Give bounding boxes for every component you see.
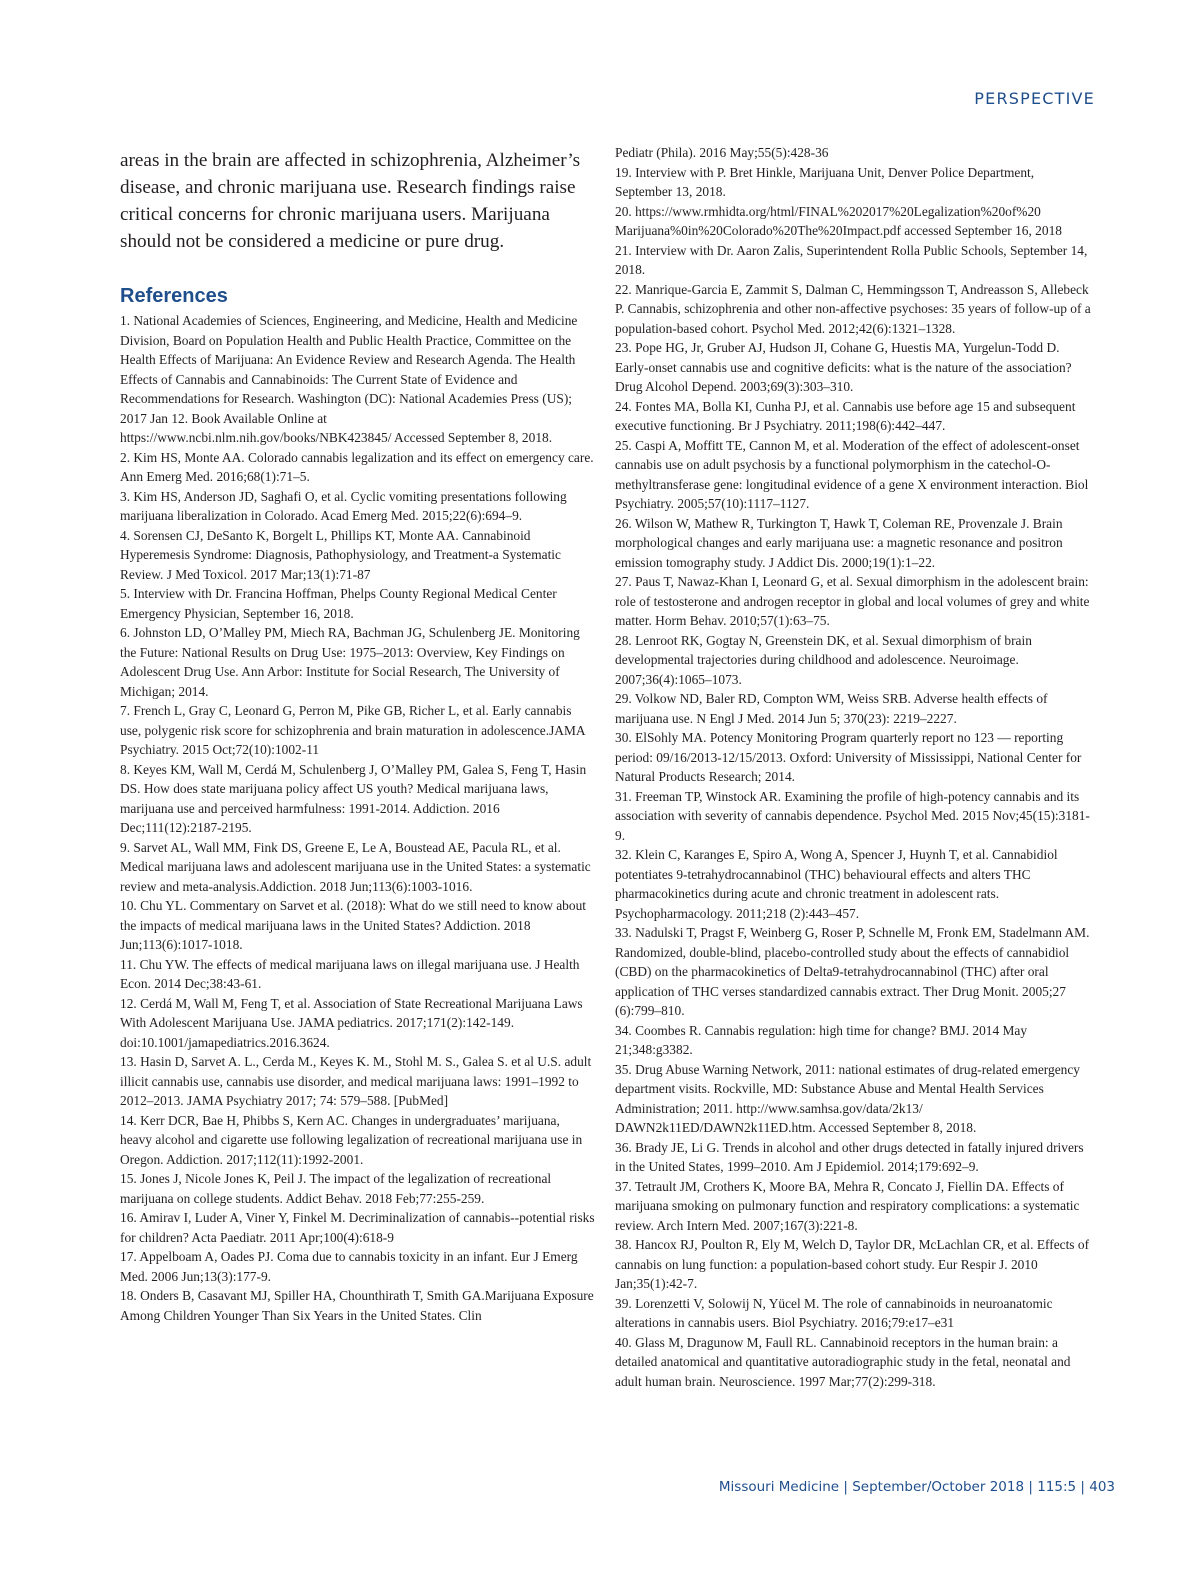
references-list-left [120, 311, 595, 1325]
reference-item: 30. ElSohly MA. Potency Monitoring Program quarterly report no 123 — reporting period: 09/16/2013-12/15/2013. Oxford: University of Mississippi, National Center for Natural Products Research; 2014. [615, 730, 1082, 784]
references-list-right [615, 143, 1093, 1391]
reference-item: 33. Nadulski T, Pragst F, Weinberg G, Roser P, Schnelle M, Fronk EM, Stadelmann AM. Randomized, double-blind, placebo-controlled study about the effects of cannabidiol (CBD) on the pharmacokinetics of Delta9-tetrahydrocannabinol (THC) after oral application of THC verses standardized cannabis extract. Ther Drug Monit. 2005;27 (6):799–810. [615, 925, 1090, 1018]
reference-item: 34. Coombes R. Cannabis regulation: high time for change? BMJ. 2014 May 21;348:g3382. [615, 1022, 1028, 1057]
reference-item: 18. Onders B, Casavant MJ, Spiller HA, Chounthirath T, Smith GA.Marijuana Exposure Among Children Younger Than Six Years in the United States. Clin [120, 1288, 594, 1323]
reference-item: 36. Brady JE, Li G. Trends in alcohol and other drugs detected in fatally injured drivers in the United States, 1999–2010. Am J Epidemiol. 2014;179:692–9. [615, 1139, 1084, 1174]
reference-item: 5. Interview with Dr. Francina Hoffman, Phelps County Regional Medical Center Emergency Physician, September 16, 2018. [120, 586, 557, 621]
reference-item: 2. Kim HS, Monte AA. Colorado cannabis legalization and its effect on emergency care. Ann Emerg Med. 2016;68(1):71–5. [120, 449, 594, 484]
reference-item: 9. Sarvet AL, Wall MM, Fink DS, Greene E, Le A, Boustead AE, Pacula RL, et al. Medical marijuana laws and adolescent marijuana use in the United States: a systematic review and meta-analysis.Addiction. 2018 Jun;113(6):1003-1016. [120, 839, 591, 894]
reference-item: 4. Sorensen CJ, DeSanto K, Borgelt L, Phillips KT, Monte AA. Cannabinoid Hyperemesis Syndrome: Diagnosis, Pathophysiology, and Treatment-a Systematic Review. J Med Toxicol. 2017 Mar;13(1):71-87 [120, 527, 561, 582]
reference-item: 21. Interview with Dr. Aaron Zalis, Superintendent Rolla Public Schools, September 14, 2018. [615, 242, 1088, 277]
reference-item: 6. Johnston LD, O’Malley PM, Miech RA, Bachman JG, Schulenberg JE. Monitoring the Future: National Results on Drug Use: 1975–2013: Overview, Key Findings on Adolescent Drug Use. Ann Arbor: Institute for Social Research, The University of Michigan; 2014. [120, 625, 580, 699]
reference-item: 40. Glass M, Dragunow M, Faull RL. Cannabinoid receptors in the human brain: a detailed anatomical and quantitative autoradiographic study in the fetal, neonatal and adult human brain. Neuroscience. 1997 Mar;77(2):299-318. [615, 1334, 1071, 1389]
reference-item: 32. Klein C, Karanges E, Spiro A, Wong A, Spencer J, Huynh T, et al. Cannabidiol potentiates 9-tetrahydrocannabinol (THC) behavioural effects and alters THC pharmacokinetics during acute and chronic treatment in adolescent rats. Psychopharmacology. 2011;218 (2):443–457. [615, 847, 1058, 921]
reference-item: 7. French L, Gray C, Leonard G, Perron M, Pike GB, Richer L, et al. Early cannabis use, polygenic risk score for schizophrenia and brain maturation in adolescence.JAMA Psychiatry. 2015 Oct;72(10):1002-11 [120, 703, 585, 757]
reference-item: 1. National Academies of Sciences, Engineering, and Medicine, Health and Medicine Division, Board on Population Health and Public Health Practice, Committee on the Health Effects of Marijuana: An Evidence Review and Research Agenda. The Health Effects of Cannabis and Cannabinoids: The Current State of Evidence and Recommendations for Research. Washington (DC): National Academies Press (US); 2017 Jan 12. Book Available Online at https://www.ncbi.nlm.nih.gov/books/NBK423845/ Accessed September 8, 2018. [120, 313, 578, 445]
reference-item: 19. Interview with P. Bret Hinkle, Marijuana Unit, Denver Police Department, September 13, 2018. [615, 164, 1035, 199]
reference-item: 22. Manrique-Garcia E, Zammit S, Dalman C, Hemmingsson T, Andreasson S, Allebeck P. Cannabis, schizophrenia and other non-affective psychoses: 35 years of follow-up of a population-based cohort. Psychol Med. 2012;42(6):1321–1328. [615, 281, 1091, 336]
reference-item: 3. Kim HS, Anderson JD, Saghafi O, et al. Cyclic vomiting presentations following marijuana liberalization in Colorado. Acad Emerg Med. 2015;22(6):694–9. [120, 488, 567, 523]
reference-item: 11. Chu YW. The effects of medical marijuana laws on illegal marijuana use. J Health Econ. 2014 Dec;38:43-61. [120, 956, 580, 991]
reference-item: 16. Amirav I, Luder A, Viner Y, Finkel M. Decriminalization of cannabis--potential risks for children? Acta Paediatr. 2011 Apr;100(4):618-9 [120, 1210, 595, 1245]
reference-item: 27. Paus T, Nawaz-Khan I, Leonard G, et al. Sexual dimorphism in the adolescent brain: role of testosterone and androgen receptor in global and local volumes of grey and white matter. Horm Behav. 2010;57(1):63–75. [615, 574, 1090, 628]
reference-item: 38. Hancox RJ, Poulton R, Ely M, Welch D, Taylor DR, McLachlan CR, et al. Effects of cannabis on lung function: a population-based cohort study. Eur Respir J. 2010 Jan;35(1):42-7. [615, 1237, 1090, 1291]
reference-item: 10. Chu YL. Commentary on Sarvet et al. (2018): What do we still need to know about the impacts of medical marijuana laws in the United States? Addiction. 2018 Jun;113(6):1017-1018. [120, 898, 586, 952]
reference-item: 24. Fontes MA, Bolla KI, Cunha PJ, et al. Cannabis use before age 15 and subsequent executive functioning. Br J Psychiatry. 2011;198(6):442–447. [615, 398, 1076, 433]
reference-item: 37. Tetrault JM, Crothers K, Moore BA, Mehra R, Concato J, Fiellin DA. Effects of marijuana smoking on pulmonary function and respiratory complications: a systematic review. Arch Intern Med. 2007;167(3):221-8. [615, 1178, 1080, 1233]
reference-item: Pediatr (Phila). 2016 May;55(5):428-36 [615, 145, 829, 160]
reference-item: 15. Jones J, Nicole Jones K, Peil J. The impact of the legalization of recreational marijuana on college students. Addict Behav. 2018 Feb;77:255-259. [120, 1171, 552, 1206]
closing-paragraph: areas in the brain are affected in schizophrenia, Alzheimer’s disease, and chronic marijuana use. Research findings raise critical concerns for chronic marijuana users. Marijuana should not be considered a medicine or pure drug. [120, 150, 581, 252]
reference-item: 39. Lorenzetti V, Solowij N, Yücel M. The role of cannabinoids in neuroanatomic alterations in cannabis users. Biol Psychiatry. 2016;79:e17–e31 [615, 1295, 1053, 1330]
reference-item: 12. Cerdá M, Wall M, Feng T, et al. Association of State Recreational Marijuana Laws With Adolescent Marijuana Use. JAMA pediatrics. 2017;171(2):142-149. doi:10.1001/jamapediatrics.2016.3624. [120, 995, 583, 1050]
references-heading: References [120, 285, 228, 307]
running-footer: Missouri Medicine | September/October 2018 | 115:5 | 403 [718, 1479, 1115, 1495]
reference-item: 13. Hasin D, Sarvet A. L., Cerda M., Keyes K. M., Stohl M. S., Galea S. et al U.S. adult illicit cannabis use, cannabis use disorder, and medical marijuana laws: 1991–1992 to 2012–2013. JAMA Psychiatry 2017; 74: 579–588. [PubMed] [120, 1054, 592, 1108]
right-column [615, 143, 1093, 1391]
reference-item: 14. Kerr DCR, Bae H, Phibbs S, Kern AC. Changes in undergraduates’ marijuana, heavy alcohol and cigarette use following legalization of recreational marijuana use in Oregon. Addiction. 2017;112(11):1992-2001. [120, 1112, 583, 1167]
reference-item: 26. Wilson W, Mathew R, Turkington T, Hawk T, Coleman RE, Provenzale J. Brain morphological changes and early marijuana use: a magnetic resonance and positron emission tomography study. J Addict Dis. 2000;19(1):1–22. [615, 515, 1063, 570]
reference-item: 29. Volkow ND, Baler RD, Compton WM, Weiss SRB. Adverse health effects of marijuana use. N Engl J Med. 2014 Jun 5; 370(23): 2219–2227. [615, 691, 1048, 726]
section-label: PERSPECTIVE [974, 89, 1095, 108]
reference-item: 35. Drug Abuse Warning Network, 2011: national estimates of drug-related emergency department visits. Rockville, MD: Substance Abuse and Mental Health Services Administration; 2011. http://www.samhsa.gov/data/2k13/ DAWN2k11ED/DAWN2k11ED.htm. Accessed September 8, 2018. [615, 1061, 1080, 1135]
reference-item: 17. Appelboam A, Oades PJ. Coma due to cannabis toxicity in an infant. Eur J Emerg Med. 2006 Jun;13(3):177-9. [120, 1249, 578, 1284]
left-column [120, 143, 595, 1325]
reference-item: 25. Caspi A, Moffitt TE, Cannon M, et al. Moderation of the effect of adolescent-onset cannabis use on adult psychosis by a functional polymorphism in the catechol-O-methyltransferase gene: longitudinal evidence of a gene X environment interaction. Biol Psychiatry. 2005;57(10):1117–1127. [615, 437, 1089, 511]
reference-item: 23. Pope HG, Jr, Gruber AJ, Hudson JI, Cohane G, Huestis MA, Yurgelun-Todd D. Early-onset cannabis use and cognitive deficits: what is the nature of the association? Drug Alcohol Depend. 2003;69(3):303–310. [615, 340, 1072, 394]
reference-item: 20. https://www.rmhidta.org/html/FINAL%202017%20Legalization%20of%20 Marijuana%0in%20Colorado%20The%20Impact.pdf accessed September 16, 2018 [615, 203, 1062, 238]
reference-item: 31. Freeman TP, Winstock AR. Examining the profile of high-potency cannabis and its association with severity of cannabis dependence. Psychol Med. 2015 Nov;45(15):3181-9. [615, 788, 1090, 843]
reference-item: 8. Keyes KM, Wall M, Cerdá M, Schulenberg J, O’Malley PM, Galea S, Feng T, Hasin DS. How does state marijuana policy affect US youth? Medical marijuana laws, marijuana use and perceived harmfulness: 1991-2014. Addiction. 2016 Dec;111(12):2187-2195. [120, 761, 587, 835]
reference-item: 28. Lenroot RK, Gogtay N, Greenstein DK, et al. Sexual dimorphism of brain developmental trajectories during childhood and adolescence. Neuroimage. 2007;36(4):1065–1073. [615, 632, 1032, 687]
